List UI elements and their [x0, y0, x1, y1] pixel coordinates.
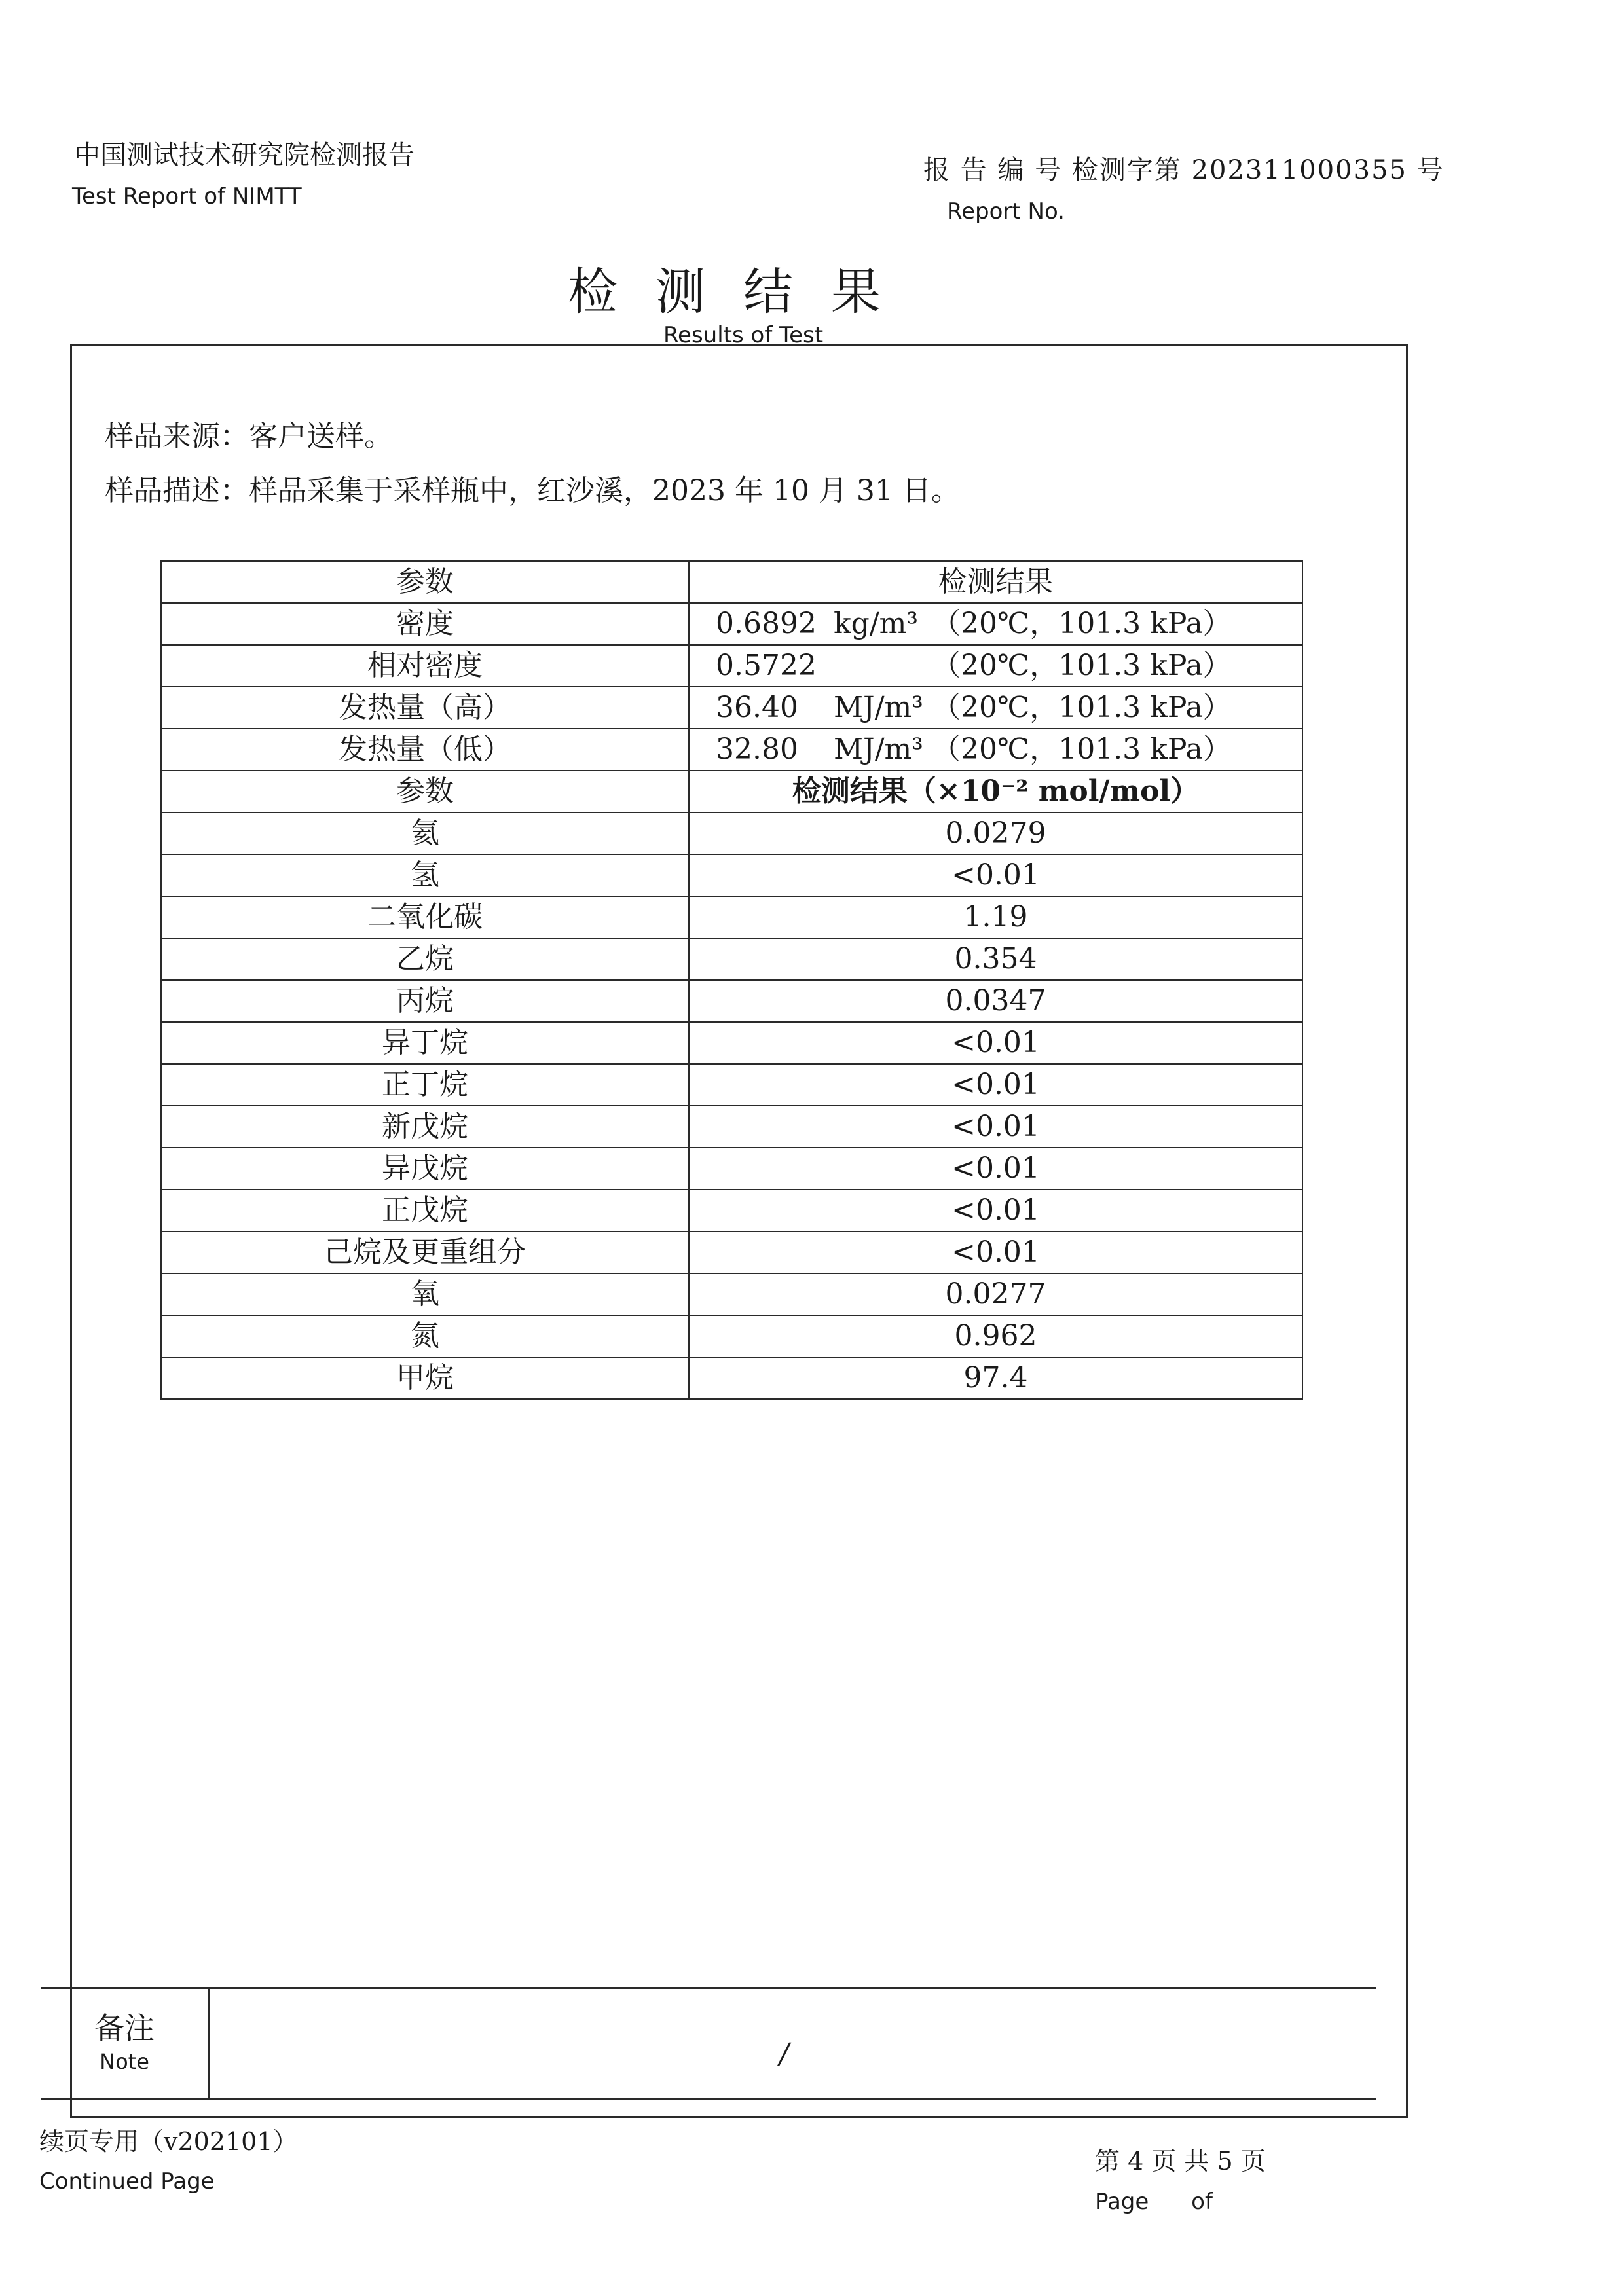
table-row — [161, 938, 1302, 980]
param-cell: 氢 — [161, 854, 689, 896]
table-row — [161, 645, 1302, 687]
result-condition: （20℃，101.3 kPa） — [932, 733, 1232, 766]
param-cell: 密度 — [161, 603, 689, 645]
param-cell: 乙烷 — [161, 938, 689, 980]
param-cell: 新戊烷 — [161, 1106, 689, 1148]
report-number: 报 告 编 号 检测字第 202311000355 号 — [923, 155, 1445, 185]
result-unit: MJ/m³ — [834, 733, 923, 766]
page-title: 检测结果 — [568, 263, 919, 321]
param-cell: 二氧化碳 — [161, 896, 689, 938]
table-row — [161, 729, 1302, 771]
result-cell: <0.01 — [689, 1106, 1302, 1148]
note-row-divider — [208, 1987, 210, 2098]
table-row — [161, 812, 1302, 854]
result-header: 检测结果（×10⁻² mol/mol） — [689, 771, 1302, 812]
note-value: / — [779, 2037, 789, 2071]
table-row — [161, 1148, 1302, 1190]
result-cell — [689, 603, 1302, 645]
table-row — [161, 1106, 1302, 1148]
param-cell: 丙烷 — [161, 980, 689, 1022]
result-unit: kg/m³ — [834, 607, 919, 640]
organization-name-en: Test Report of NIMTT — [72, 183, 302, 210]
result-value: 0.5722 — [716, 649, 817, 682]
result-cell: 97.4 — [689, 1357, 1302, 1399]
table-row — [161, 1357, 1302, 1399]
note-label-cn: 备注 — [94, 2011, 155, 2046]
table-row — [161, 1064, 1302, 1106]
table-row — [161, 1231, 1302, 1273]
result-cell: <0.01 — [689, 1148, 1302, 1190]
param-cell: 甲烷 — [161, 1357, 689, 1399]
result-condition: （20℃，101.3 kPa） — [932, 691, 1232, 724]
result-cell: 0.0279 — [689, 812, 1302, 854]
note-label-en: Note — [100, 2049, 149, 2074]
result-cell: 0.0347 — [689, 980, 1302, 1022]
result-cell: <0.01 — [689, 1190, 1302, 1231]
result-unit: MJ/m³ — [834, 691, 923, 724]
note-row-bottom-rule — [41, 2098, 1376, 2100]
table-row — [161, 854, 1302, 896]
note-row-top-rule — [41, 1987, 1376, 1989]
result-value: 32.80 — [716, 733, 798, 766]
report-number-label-en: Report No. — [947, 198, 1065, 225]
continued-page-label-cn: 续页专用（v202101） — [39, 2127, 298, 2156]
result-value: 0.6892 — [716, 607, 817, 640]
param-cell: 氮 — [161, 1315, 689, 1357]
page-number: 第 4 页 共 5 页 — [1095, 2147, 1266, 2176]
param-cell: 发热量（低） — [161, 729, 689, 771]
result-cell: 0.962 — [689, 1315, 1302, 1357]
param-cell: 正丁烷 — [161, 1064, 689, 1106]
result-value: 36.40 — [716, 691, 798, 724]
result-cell: 0.354 — [689, 938, 1302, 980]
table-row — [161, 1190, 1302, 1231]
page-subtitle: Results of Test — [663, 322, 824, 348]
table-subheader-row — [161, 771, 1302, 812]
result-cell — [689, 687, 1302, 729]
result-cell: 0.0277 — [689, 1273, 1302, 1315]
result-header: 检测结果 — [689, 561, 1302, 603]
param-cell: 发热量（高） — [161, 687, 689, 729]
table-row — [161, 687, 1302, 729]
result-cell: <0.01 — [689, 1022, 1302, 1064]
result-cell: 1.19 — [689, 896, 1302, 938]
table-row — [161, 1273, 1302, 1315]
result-condition: （20℃，101.3 kPa） — [932, 607, 1232, 640]
table-row — [161, 1022, 1302, 1064]
sample-description: 样品描述：样品采集于采样瓶中，红沙溪，2023 年 10 月 31 日。 — [105, 474, 960, 507]
result-cell: <0.01 — [689, 1231, 1302, 1273]
continued-page-label-en: Continued Page — [39, 2168, 215, 2195]
result-cell: <0.01 — [689, 1064, 1302, 1106]
param-cell: 正戊烷 — [161, 1190, 689, 1231]
sample-source: 样品来源：客户送样。 — [105, 420, 393, 453]
param-cell: 相对密度 — [161, 645, 689, 687]
organization-name-cn: 中国测试技术研究院检测报告 — [74, 140, 415, 170]
param-cell: 己烷及更重组分 — [161, 1231, 689, 1273]
table-row — [161, 896, 1302, 938]
result-cell — [689, 645, 1302, 687]
param-cell: 异戊烷 — [161, 1148, 689, 1190]
page-number-en: Page of — [1095, 2189, 1213, 2215]
param-cell: 氦 — [161, 812, 689, 854]
param-cell: 异丁烷 — [161, 1022, 689, 1064]
result-condition: （20℃，101.3 kPa） — [932, 649, 1232, 682]
result-cell: <0.01 — [689, 854, 1302, 896]
param-header: 参数 — [161, 561, 689, 603]
table-row — [161, 1315, 1302, 1357]
param-header: 参数 — [161, 771, 689, 812]
param-cell: 氧 — [161, 1273, 689, 1315]
results-table — [160, 560, 1303, 1400]
table-header-row — [161, 561, 1302, 603]
table-row — [161, 980, 1302, 1022]
table-row — [161, 603, 1302, 645]
result-cell — [689, 729, 1302, 771]
